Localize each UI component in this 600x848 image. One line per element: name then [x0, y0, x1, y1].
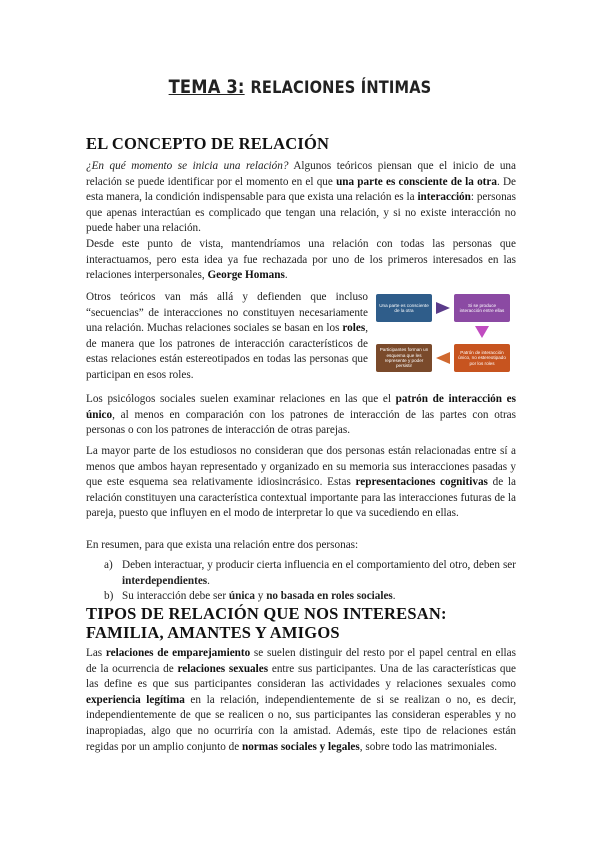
- list-item: [104, 558, 516, 589]
- text-run: Desde este punto de vista, mantendríamos una relación con todas las personas que interactuamos, pero esta idea ya fue rechazada por uno de los primeros interesados en las relaciones interpersonales,: [86, 238, 516, 282]
- text-run: Su interacción debe ser: [122, 590, 229, 603]
- text-run: , al menos en comparación con los patrones de interacción de las partes con otras personas o con los patrones de interacción de otras parejas.: [86, 408, 516, 437]
- bold-run: experiencia legítima: [86, 693, 185, 706]
- diagram-box-unique-pattern: Patrón de interacción único, no estereotipado por los roles: [454, 344, 510, 372]
- diagram-box-interaction: Si se produce interacción entre ellas: [454, 294, 510, 322]
- paragraph-intro: [86, 159, 516, 237]
- diagram-box-schema: Participantes forman un esquema que les represente y poder persistir: [376, 344, 432, 372]
- paragraph-summary: En resumen, para que exista una relación entre dos personas:: [86, 539, 359, 551]
- text-run: Algunos teóricos piensan que el inicio de una relación se puede identificar por el momento en el que: [86, 160, 516, 188]
- text-run: entre sus participantes. Una de las características que las define es que sus participantes consideran las actividades y relaciones sexuales como: [86, 662, 517, 691]
- paragraph-unique-pattern: [86, 392, 516, 439]
- bold-run: roles: [342, 322, 366, 335]
- relationship-diagram: [374, 292, 514, 374]
- arrow-right-icon: [436, 302, 450, 314]
- text-run: Deben interactuar, y producir cierta influencia en el comportamiento del otro, deben ser: [122, 559, 516, 571]
- text-run: .: [392, 590, 396, 603]
- paragraph-homans: [86, 237, 516, 284]
- text-run: : personas que apenas interactúan es complicado que tengan una relación, y si no existe interacción no puede haber una relación.: [86, 191, 516, 235]
- list-marker: a): [104, 559, 113, 571]
- text-run: . De esta manera, la condición indispensable para que exista una relación es la: [86, 175, 516, 204]
- text-run: Las: [86, 647, 106, 659]
- bold-run: única: [228, 590, 255, 603]
- text-run: La mayor parte de los estudiosos no consideran que dos personas están relacionadas entre sí a menos que ambos hayan representado y organizado en su memoria sus interacciones pasadas y que este esquema sea relativamente idiosincrásico. Estas: [86, 445, 516, 489]
- bold-run: no basada en roles sociales: [266, 590, 393, 603]
- bold-run: relaciones sexuales: [177, 662, 269, 675]
- bold-run: una parte es consciente de la otra: [336, 175, 497, 188]
- page-title: [42, 76, 558, 98]
- text-run: , sobre todo las matrimoniales.: [359, 740, 498, 753]
- paragraph-pairing: [86, 646, 516, 755]
- text-run: .: [207, 574, 210, 587]
- diagram-box-conscious: Una parte es consciente de la otra: [376, 294, 432, 322]
- question-text: ¿En qué momento se inicia una relación?: [86, 160, 289, 172]
- text-run: en la relación, independientemente de si se realizan o no, es decir, independientemente de que se realicen o no, sus participantes las consideran esperables y no inapropiadas, algo que no ocurriría con la amistad. Además, este tipo de relaciones están regidas por un amplio conjunto de: [86, 693, 516, 753]
- text-run: , de manera que los patrones de interacción característicos de estas relaciones están estereotipados en todas las personas que participan en esos roles.: [86, 322, 368, 381]
- paragraph-roles: [86, 290, 368, 384]
- arrow-left-icon: [436, 352, 450, 364]
- bold-run: patrón de interacción es único: [86, 393, 516, 421]
- text-run: de la relación constituyen una característica contextual importante para las interacciones futuras de la pareja, puesto que influyen en el modo de interpretar lo que va sucediendo en ellas.: [86, 476, 516, 520]
- text-run: se suelen distinguir del resto por el papel central en ellas de la ocurrencia de: [86, 647, 516, 675]
- title-text: RELACIONES ÍNTIMAS: [250, 78, 432, 98]
- arrow-down-icon: [475, 326, 489, 338]
- bold-run: relaciones de emparejamiento: [105, 647, 251, 659]
- bold-run: George Homans: [207, 269, 285, 282]
- bold-run: representaciones cognitivas: [355, 476, 488, 489]
- section-heading-types: TIPOS DE RELACIÓN QUE NOS INTERESAN: FAMILIA, AMANTES Y AMIGOS: [86, 604, 447, 642]
- title-number: TEMA 3:: [168, 76, 245, 98]
- bold-run: interdependientes: [122, 574, 208, 587]
- text-run: Otros teóricos van más allá y defienden que incluso “secuencias” de interacciones no constituyen necesariamente una relación. Muchas relaciones sociales se basan en los: [86, 291, 368, 335]
- paragraph-cognitive: [86, 444, 516, 522]
- list-marker: b): [104, 590, 114, 603]
- text-run: Los psicólogos sociales suelen examinar relaciones en las que el: [86, 393, 396, 405]
- text-run: y: [255, 590, 267, 603]
- text-run: .: [284, 269, 288, 282]
- section-heading-concept: EL CONCEPTO DE RELACIÓN: [86, 134, 330, 153]
- bold-run: normas sociales y legales: [241, 740, 360, 753]
- conditions-list: [104, 558, 516, 605]
- bold-run: interacción: [417, 191, 471, 204]
- list-item: [104, 589, 516, 605]
